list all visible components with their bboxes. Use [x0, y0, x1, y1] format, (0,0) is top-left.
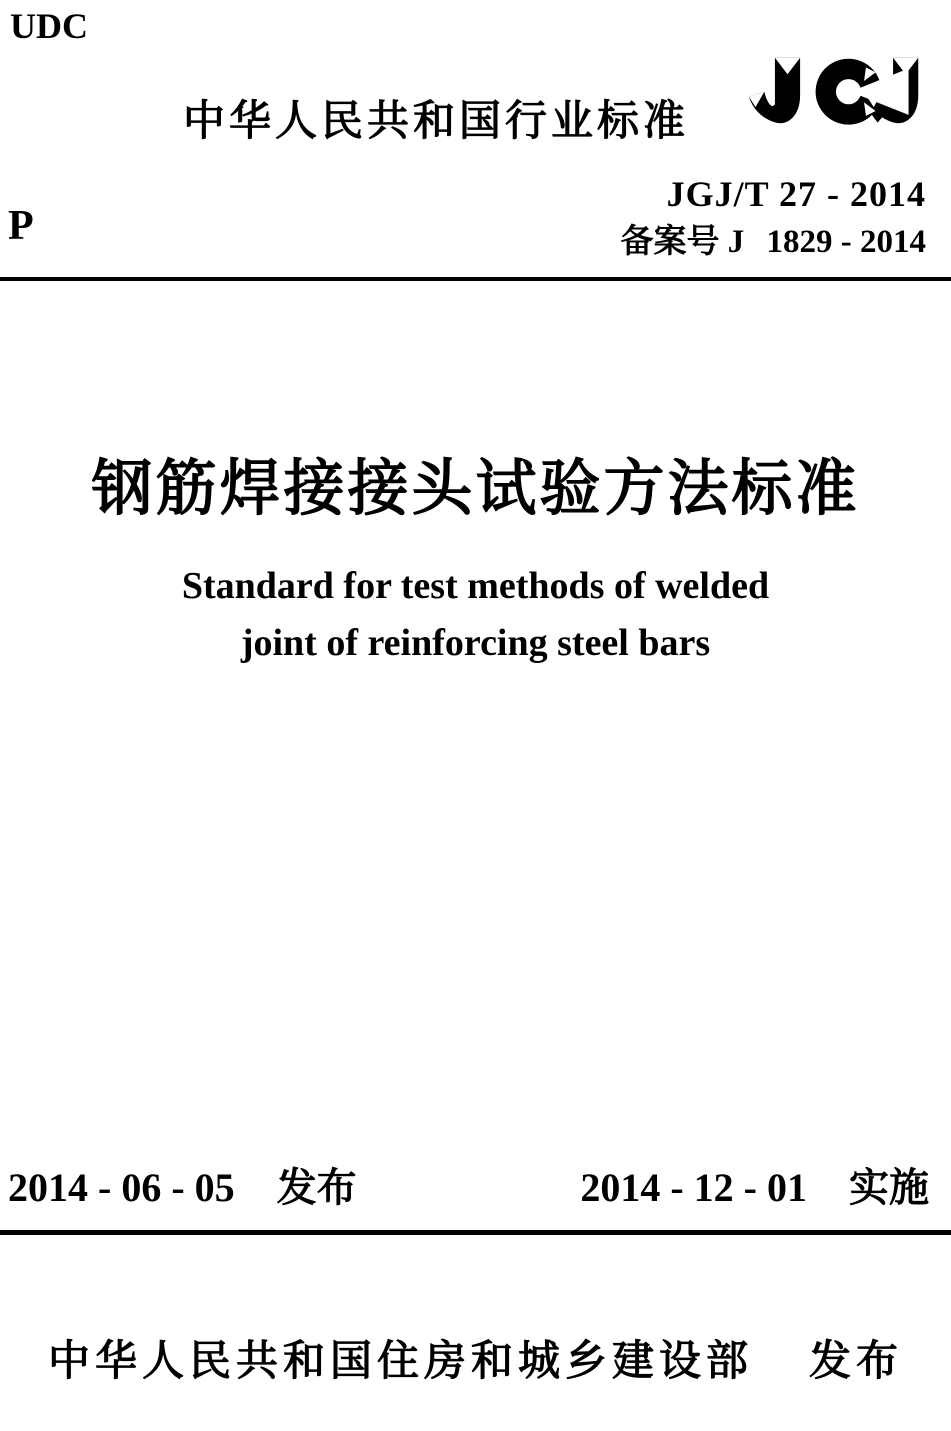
- record-number: 1829 - 2014: [766, 223, 926, 260]
- publisher-row: [0, 1338, 951, 1384]
- publish-label: 发布: [809, 1337, 904, 1384]
- issue-label: 发布: [276, 1166, 357, 1210]
- publisher-name: 中华人民共和国住房和城乡建设部: [47, 1337, 753, 1384]
- standard-number-block: [621, 175, 927, 260]
- issue-date: 2014 - 06 - 05: [8, 1165, 235, 1210]
- record-number-line: [621, 223, 927, 260]
- english-title-line2: joint of reinforcing steel bars: [240, 622, 711, 664]
- standard-title-english: [0, 558, 951, 672]
- english-title-line1: Standard for test methods of welded: [181, 565, 770, 607]
- record-letter: J: [727, 223, 745, 260]
- jgj-logo-icon: [742, 48, 926, 147]
- national-standard-header: 中华人民共和国行业标准: [183, 97, 690, 144]
- bottom-divider-rule: [0, 1230, 951, 1235]
- issue-date-group: [8, 1156, 357, 1213]
- effective-label: 实施: [849, 1166, 929, 1210]
- effective-date: 2014 - 12 - 01: [580, 1165, 807, 1210]
- record-label: 备案号: [620, 221, 720, 259]
- dates-row: [0, 1156, 951, 1213]
- classification-p-label: P: [8, 203, 34, 249]
- standard-code: JGJ/T 27 - 2014: [666, 174, 926, 214]
- top-divider-rule: [0, 277, 951, 281]
- standard-title-chinese: 钢筋焊接接头试验方法标准: [91, 456, 860, 523]
- udc-label: UDC: [10, 6, 88, 46]
- effective-date-group: [580, 1156, 929, 1213]
